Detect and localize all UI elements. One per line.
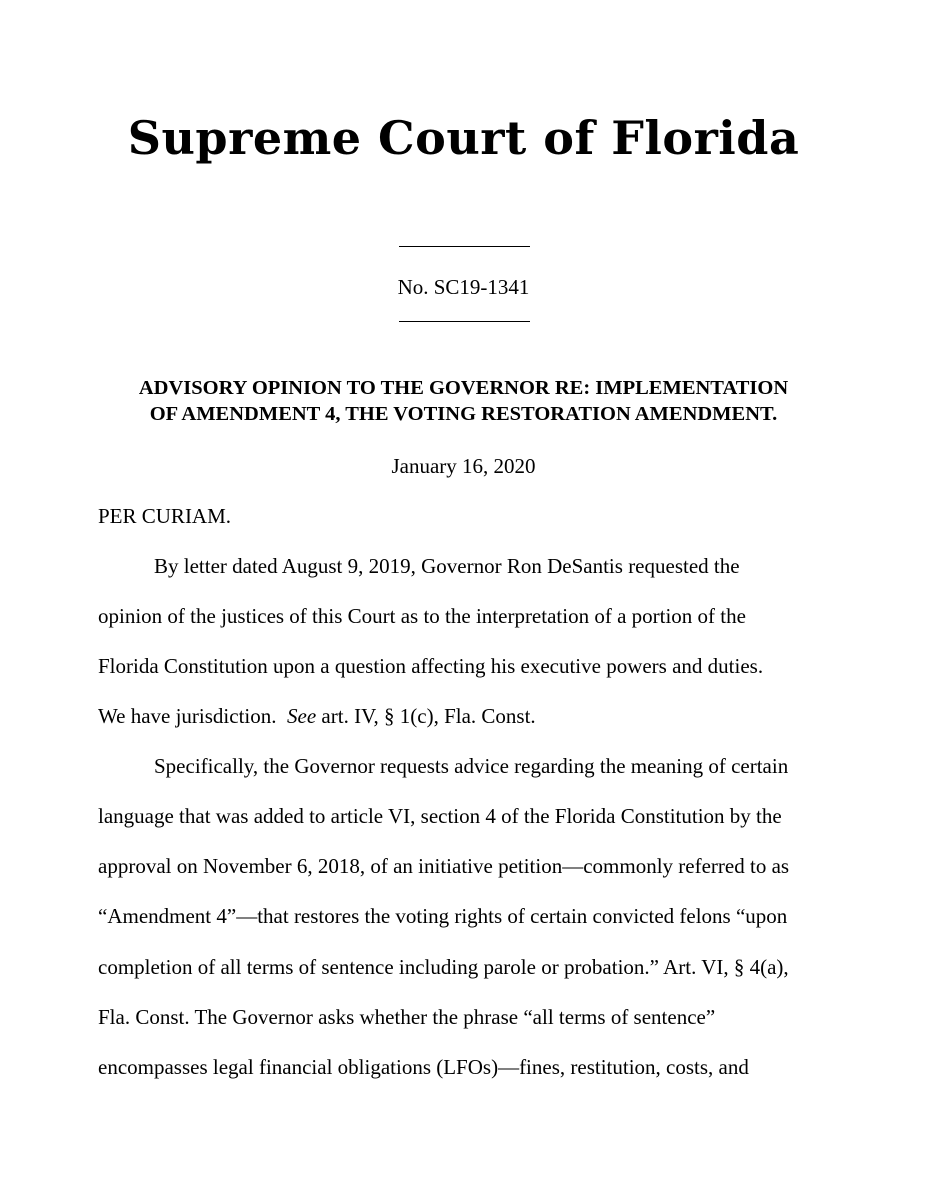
case-number-rule-bottom xyxy=(399,321,530,322)
paragraph-2-line-5: completion of all terms of sentence including parole or probation.” Art. VI, § 4(a), xyxy=(98,955,789,979)
court-title: Supreme Court of Florida xyxy=(127,111,800,165)
per-curiam-heading: PER CURIAM. xyxy=(98,504,232,528)
caption-line-1: ADVISORY OPINION TO THE GOVERNOR RE: IMPLEMENTATION xyxy=(138,377,789,399)
case-number-rule-top xyxy=(399,246,530,247)
paragraph-1-line-1: By letter dated August 9, 2019, Governor Ron DeSantis requested the xyxy=(154,554,740,578)
caption-line-2: OF AMENDMENT 4, THE VOTING RESTORATION AMENDMENT. xyxy=(149,403,778,425)
paragraph-1-line-3: Florida Constitution upon a question affecting his executive powers and duties. xyxy=(98,654,764,678)
citation-signal-see: See xyxy=(287,704,317,728)
citation-text: art. IV, § 1(c), Fla. Const. xyxy=(316,704,536,728)
paragraph-2-line-2: language that was added to article VI, section 4 of the Florida Constitution by the xyxy=(98,804,782,828)
jurisdiction-text: We have jurisdiction. xyxy=(98,704,288,728)
paragraph-2-line-1: Specifically, the Governor requests advice regarding the meaning of certain xyxy=(154,754,789,778)
paragraph-2-line-6: Fla. Const. The Governor asks whether the phrase “all terms of sentence” xyxy=(98,1005,716,1029)
paragraph-2-line-3: approval on November 6, 2018, of an initiative petition—commonly referred to as xyxy=(98,854,790,878)
decision-date: January 16, 2020 xyxy=(391,454,536,478)
paragraph-2-line-7: encompasses legal financial obligations (LFOs)—fines, restitution, costs, and xyxy=(98,1055,749,1079)
case-caption xyxy=(60,375,867,427)
paragraph-2-line-4: “Amendment 4”—that restores the voting rights of certain convicted felons “upon xyxy=(98,904,788,928)
case-number: No. SC19-1341 xyxy=(397,275,530,299)
paragraph-1-line-4 xyxy=(98,702,536,730)
paragraph-1-line-2: opinion of the justices of this Court as to the interpretation of a portion of the xyxy=(98,604,746,628)
